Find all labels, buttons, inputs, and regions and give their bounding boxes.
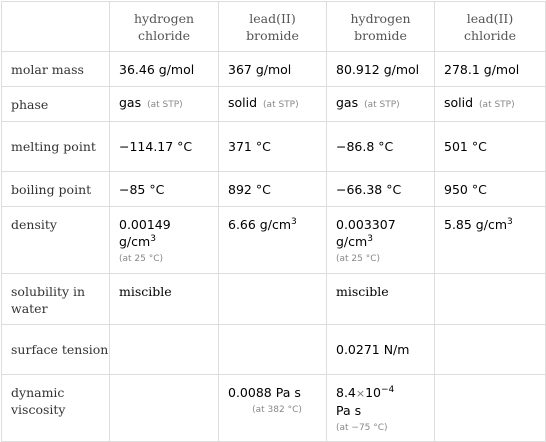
unit-exponent: 3 bbox=[367, 233, 373, 244]
table-cell bbox=[219, 274, 327, 325]
cell-value: 5.85 g/cm bbox=[444, 217, 508, 232]
table-cell: 80.912 g/mol bbox=[327, 52, 435, 87]
cell-value: gas bbox=[119, 95, 142, 110]
table-cell bbox=[219, 325, 327, 375]
row-label: surface tension bbox=[2, 325, 110, 375]
cell-note: (at STP) bbox=[263, 100, 299, 110]
cell-value-mantissa: 8.4 bbox=[336, 385, 356, 400]
cell-value: solid bbox=[444, 95, 474, 110]
table-cell bbox=[110, 375, 219, 442]
column-header: lead(II) chloride bbox=[435, 2, 546, 52]
cell-unit: Pa s bbox=[336, 403, 362, 418]
table-cell: −114.17 °C bbox=[110, 122, 219, 172]
cell-note: (at −75 °C) bbox=[336, 423, 388, 433]
table-cell bbox=[110, 87, 219, 122]
table-cell: 501 °C bbox=[435, 122, 546, 172]
table-cell: 367 g/mol bbox=[219, 52, 327, 87]
table-cell bbox=[110, 325, 219, 375]
row-label: dynamic viscosity bbox=[2, 375, 110, 442]
cell-value: 0.003307 bbox=[336, 217, 396, 232]
table-cell bbox=[327, 375, 435, 442]
table-row bbox=[2, 207, 546, 274]
corner-cell bbox=[2, 2, 110, 52]
column-header: hydrogen chloride bbox=[110, 2, 219, 52]
table-row bbox=[2, 325, 546, 375]
unit-exponent: 3 bbox=[507, 216, 513, 227]
table-cell: 278.1 g/mol bbox=[435, 52, 546, 87]
table-cell bbox=[219, 375, 327, 442]
table-row bbox=[2, 172, 546, 207]
table-cell: 36.46 g/mol bbox=[110, 52, 219, 87]
value-exponent: −4 bbox=[381, 384, 395, 395]
properties-table bbox=[1, 1, 546, 442]
table-cell: −66.38 °C bbox=[327, 172, 435, 207]
unit-exponent: 3 bbox=[291, 216, 297, 227]
cell-value-base: 10 bbox=[365, 385, 382, 400]
table-cell: −85 °C bbox=[110, 172, 219, 207]
table-cell bbox=[327, 207, 435, 274]
cell-note: (at 25 °C) bbox=[119, 254, 164, 264]
cell-note: (at STP) bbox=[147, 100, 183, 110]
table-cell bbox=[435, 274, 546, 325]
table-cell bbox=[435, 375, 546, 442]
cell-value: solid bbox=[228, 95, 258, 110]
table-cell: 892 °C bbox=[219, 172, 327, 207]
cell-value: 0.00149 bbox=[119, 217, 171, 232]
cell-note: (at STP) bbox=[479, 100, 515, 110]
cell-note: (at 382 °C) bbox=[252, 405, 302, 415]
table-cell: miscible bbox=[327, 274, 435, 325]
header-row bbox=[2, 2, 546, 52]
table-cell: −86.8 °C bbox=[327, 122, 435, 172]
table-cell bbox=[219, 207, 327, 274]
column-header: lead(II) bromide bbox=[219, 2, 327, 52]
cell-value: 0.0088 Pa s bbox=[228, 385, 301, 400]
table-cell: 0.0271 N/m bbox=[327, 325, 435, 375]
cell-value: 6.66 g/cm bbox=[228, 217, 292, 232]
table-cell bbox=[435, 207, 546, 274]
table-cell bbox=[219, 87, 327, 122]
cell-unit: g/cm bbox=[336, 234, 368, 249]
table-cell bbox=[435, 325, 546, 375]
unit-exponent: 3 bbox=[150, 233, 156, 244]
row-label: phase bbox=[2, 87, 110, 122]
row-label: density bbox=[2, 207, 110, 274]
table-cell bbox=[435, 87, 546, 122]
table-cell: miscible bbox=[110, 274, 219, 325]
cell-note: (at 25 °C) bbox=[336, 254, 381, 264]
table-cell bbox=[327, 87, 435, 122]
table-row bbox=[2, 375, 546, 442]
table-row bbox=[2, 274, 546, 325]
row-label: solubility in water bbox=[2, 274, 110, 325]
table-row bbox=[2, 87, 546, 122]
cell-value: gas bbox=[336, 95, 359, 110]
times-sign: × bbox=[355, 387, 366, 400]
cell-note: (at STP) bbox=[364, 100, 400, 110]
row-label: boiling point bbox=[2, 172, 110, 207]
row-label: melting point bbox=[2, 122, 110, 172]
table-row bbox=[2, 122, 546, 172]
column-header: hydrogen bromide bbox=[327, 2, 435, 52]
table-cell: 950 °C bbox=[435, 172, 546, 207]
table-cell bbox=[110, 207, 219, 274]
row-label: molar mass bbox=[2, 52, 110, 87]
table-row bbox=[2, 52, 546, 87]
table-cell: 371 °C bbox=[219, 122, 327, 172]
cell-unit: g/cm bbox=[119, 234, 151, 249]
